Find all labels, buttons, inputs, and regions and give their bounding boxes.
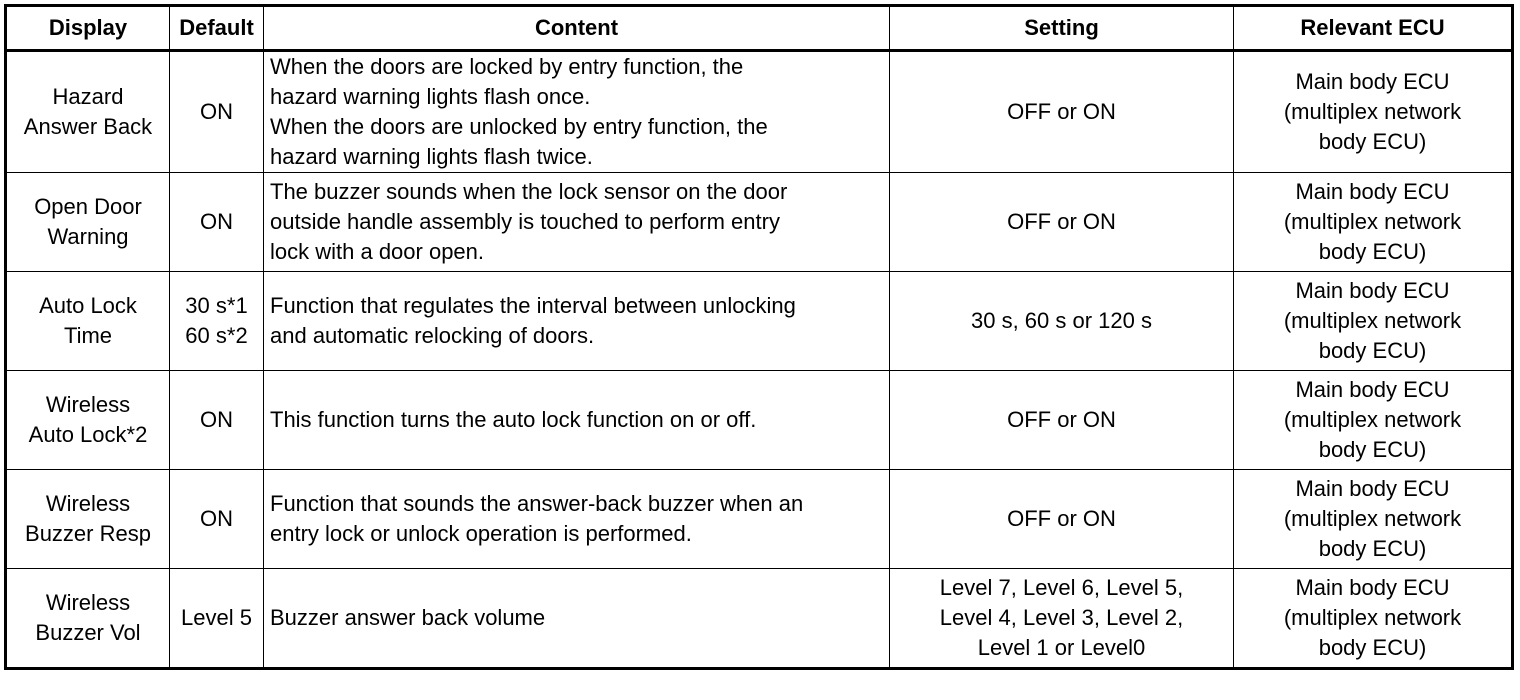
cell-relevant-ecu-line: Main body ECU <box>1295 575 1450 600</box>
cell-default-line: ON <box>200 209 233 234</box>
cell-content <box>264 371 890 470</box>
cell-relevant-ecu-line: body ECU) <box>1318 536 1427 561</box>
cell-default-line: ON <box>200 506 233 531</box>
cell-content <box>264 51 890 173</box>
cell-content-line: outside handle assembly is touched to perform entry <box>270 209 780 234</box>
cell-content-line: When the doors are locked by entry function, the <box>270 54 744 79</box>
cell-display-line: Auto Lock*2 <box>28 422 148 447</box>
cell-relevant-ecu-line: Main body ECU <box>1295 69 1450 94</box>
cell-relevant-ecu-line: body ECU) <box>1318 338 1427 363</box>
table-row <box>6 470 1513 569</box>
cell-display-line: Wireless <box>45 392 131 417</box>
cell-setting-line: Level 1 or Level0 <box>977 635 1146 660</box>
customize-settings-table <box>4 4 1514 670</box>
cell-setting-line: OFF or ON <box>1007 506 1116 531</box>
cell-setting <box>890 173 1234 272</box>
cell-content <box>264 470 890 569</box>
cell-setting-line: OFF or ON <box>1007 99 1116 124</box>
cell-setting-line: Level 4, Level 3, Level 2, <box>939 605 1184 630</box>
cell-setting-line: OFF or ON <box>1007 407 1116 432</box>
header-row <box>6 6 1513 51</box>
cell-relevant-ecu-line: body ECU) <box>1318 635 1427 660</box>
cell-relevant-ecu <box>1234 51 1513 173</box>
cell-content <box>264 569 890 669</box>
header-display: Display <box>6 6 170 51</box>
cell-display-line: Hazard <box>52 84 124 109</box>
cell-display <box>6 569 170 669</box>
cell-default-line: Level 5 <box>181 605 252 630</box>
cell-content-line: hazard warning lights flash twice. <box>270 144 593 169</box>
cell-content <box>264 173 890 272</box>
cell-relevant-ecu-line: (multiplex network <box>1283 308 1462 333</box>
cell-default <box>170 173 264 272</box>
cell-display <box>6 51 170 173</box>
cell-relevant-ecu <box>1234 470 1513 569</box>
cell-setting-line: OFF or ON <box>1007 209 1116 234</box>
cell-default-line: ON <box>200 407 233 432</box>
cell-relevant-ecu-line: (multiplex network <box>1283 506 1462 531</box>
cell-default-line: ON <box>200 99 233 124</box>
table-row <box>6 173 1513 272</box>
cell-setting <box>890 371 1234 470</box>
cell-display <box>6 173 170 272</box>
cell-display-line: Time <box>63 323 113 348</box>
cell-display-line: Wireless <box>45 491 131 516</box>
cell-relevant-ecu-line: (multiplex network <box>1283 407 1462 432</box>
cell-relevant-ecu-line: (multiplex network <box>1283 99 1462 124</box>
cell-relevant-ecu <box>1234 371 1513 470</box>
cell-setting <box>890 272 1234 371</box>
cell-content-line: lock with a door open. <box>270 239 485 264</box>
header-setting: Setting <box>890 6 1234 51</box>
cell-default <box>170 51 264 173</box>
cell-display-line: Buzzer Resp <box>25 521 151 546</box>
cell-relevant-ecu-line: (multiplex network <box>1283 209 1462 234</box>
cell-relevant-ecu-line: Main body ECU <box>1295 476 1450 501</box>
cell-default <box>170 569 264 669</box>
customize-settings-table-container <box>4 4 1511 670</box>
cell-content-line: Buzzer answer back volume <box>270 605 546 630</box>
cell-setting-line: 30 s, 60 s or 120 s <box>971 308 1152 333</box>
header-relevant-ecu: Relevant ECU <box>1234 6 1513 51</box>
header-content: Content <box>264 6 890 51</box>
cell-content <box>264 272 890 371</box>
cell-content-line: Function that regulates the interval between unlocking <box>270 293 796 318</box>
cell-setting <box>890 51 1234 173</box>
header-default: Default <box>170 6 264 51</box>
cell-display <box>6 470 170 569</box>
table-row <box>6 51 1513 173</box>
cell-relevant-ecu-line: body ECU) <box>1318 129 1427 154</box>
cell-display-line: Wireless <box>45 590 131 615</box>
cell-content-line: entry lock or unlock operation is performed. <box>270 521 692 546</box>
cell-display-line: Warning <box>47 224 129 249</box>
cell-relevant-ecu-line: Main body ECU <box>1295 179 1450 204</box>
cell-content-line: The buzzer sounds when the lock sensor on the door <box>270 179 788 204</box>
table-row <box>6 569 1513 669</box>
cell-relevant-ecu-line: body ECU) <box>1318 239 1427 264</box>
cell-display-line: Answer Back <box>23 114 153 139</box>
cell-display-line: Buzzer Vol <box>35 620 141 645</box>
table-row <box>6 272 1513 371</box>
table-body <box>6 51 1513 669</box>
cell-relevant-ecu-line: Main body ECU <box>1295 377 1450 402</box>
cell-content-line: and automatic relocking of doors. <box>270 323 595 348</box>
cell-setting <box>890 470 1234 569</box>
cell-relevant-ecu-line: Main body ECU <box>1295 278 1450 303</box>
cell-display-line: Open Door <box>34 194 142 219</box>
cell-default <box>170 272 264 371</box>
cell-display-line: Auto Lock <box>39 293 137 318</box>
cell-content-line: This function turns the auto lock function on or off. <box>270 407 757 432</box>
cell-display <box>6 371 170 470</box>
cell-content-line: When the doors are unlocked by entry function, the <box>270 114 768 139</box>
cell-content-line: Function that sounds the answer-back buzzer when an <box>270 491 804 516</box>
cell-content-line: hazard warning lights flash once. <box>270 84 591 109</box>
cell-relevant-ecu <box>1234 569 1513 669</box>
cell-relevant-ecu <box>1234 173 1513 272</box>
cell-default <box>170 470 264 569</box>
cell-default-line: 30 s*1 <box>185 293 248 318</box>
cell-relevant-ecu <box>1234 272 1513 371</box>
table-row <box>6 371 1513 470</box>
cell-relevant-ecu-line: (multiplex network <box>1283 605 1462 630</box>
cell-default-line: 60 s*2 <box>185 323 248 348</box>
cell-default <box>170 371 264 470</box>
cell-display <box>6 272 170 371</box>
cell-setting <box>890 569 1234 669</box>
cell-setting-line: Level 7, Level 6, Level 5, <box>939 575 1184 600</box>
cell-relevant-ecu-line: body ECU) <box>1318 437 1427 462</box>
